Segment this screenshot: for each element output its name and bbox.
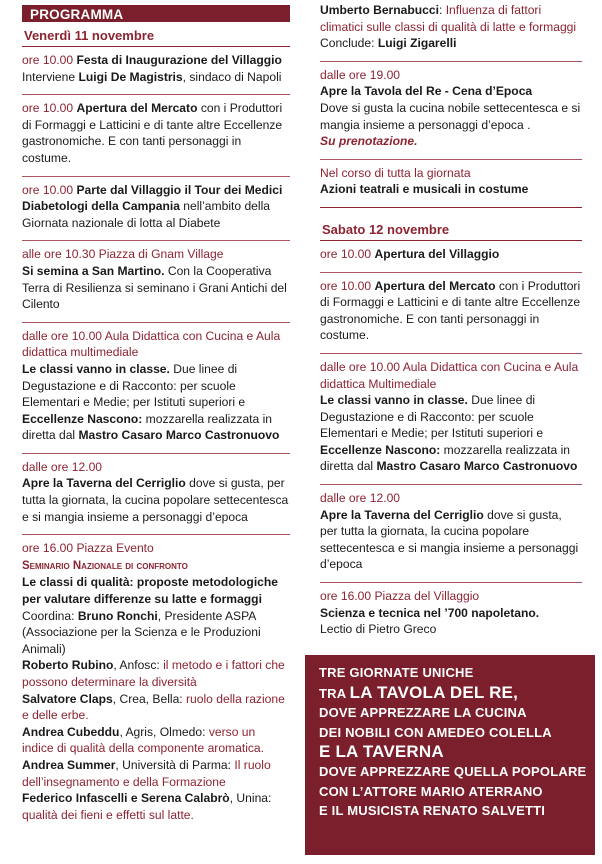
promo-highlight: LA TAVOLA DEL RE, bbox=[349, 682, 519, 702]
speaker-topic: Il ruolo dell’insegnamento e della Formazione bbox=[22, 757, 271, 789]
event-title: Festa di Inaugurazione del Villaggio bbox=[76, 53, 282, 67]
event-title: Apertura del Mercato bbox=[374, 278, 496, 293]
event-classes-sat bbox=[320, 354, 582, 485]
promo-line-8: E IL MUSICISTA RENATO SALVETTI bbox=[319, 803, 546, 819]
speaker-affil: , Crea, Bella: bbox=[112, 691, 183, 706]
event-village-opening bbox=[320, 241, 582, 273]
event-text: Interviene bbox=[22, 69, 79, 84]
event-time: Nel corso di tutta la giornata bbox=[320, 165, 471, 180]
promo-box bbox=[305, 655, 595, 855]
promo-line-5: E LA TAVERNA bbox=[319, 742, 444, 762]
left-column bbox=[22, 0, 290, 832]
event-title: Scienza e tecnica nel ’700 napoletano. bbox=[320, 605, 540, 620]
event-title: Azioni teatrali e musicali in costume bbox=[320, 182, 529, 197]
event-title: Si semina a San Martino. bbox=[22, 263, 165, 278]
event-title: Apertura del Villaggio bbox=[374, 246, 500, 261]
speaker-affil: , Unina: bbox=[229, 791, 272, 806]
speaker-topic: verso un indice di qualità della componente aromatica. bbox=[22, 724, 265, 756]
event-title: Parte dal Villaggio il Tour dei Medici Diabetologi della Campania bbox=[22, 182, 283, 214]
event-royal-dinner bbox=[320, 62, 582, 160]
speaker-affil: : bbox=[438, 3, 446, 17]
event-title: Apre la Tavola del Re - Cena d’Epoca bbox=[320, 84, 533, 99]
booking-note: Su prenotazione. bbox=[320, 134, 418, 149]
speaker-topic: il metodo e i fattori che possono determinare la diversità bbox=[22, 658, 285, 689]
day-heading-friday: Venerdì 11 novembre bbox=[22, 22, 290, 47]
speaker-topic: Influenza di fattori climatici sulle classi di qualità di latte e formaggi bbox=[320, 3, 577, 34]
seminar-continuation bbox=[320, 0, 582, 62]
seminar-title: Le classi di qualità: proposte metodologiche per valutare differenze su latte e formaggi bbox=[22, 575, 279, 607]
speaker-affil: , Università di Parma: bbox=[115, 757, 232, 772]
speaker-name: Roberto Rubino bbox=[22, 658, 114, 673]
event-time: dalle ore 10.00 Aula Didattica con Cucina e Aula didattica multimediale bbox=[22, 328, 281, 360]
speaker-name: Umberto Bernabucci bbox=[320, 3, 439, 17]
event-time: ore 10.00 bbox=[22, 53, 74, 67]
event-classes bbox=[22, 323, 290, 454]
promo-line-7: CON L’ATTORE MARIO ATERRANO bbox=[319, 783, 543, 799]
event-time: ore 10.00 bbox=[320, 246, 372, 261]
event-time: dalle ore 12.00 bbox=[320, 491, 401, 506]
coord-name: Bruno Ronchi bbox=[77, 608, 158, 623]
speaker-name: Luigi De Magistris bbox=[78, 69, 183, 84]
event-time: dalle ore 19.00 bbox=[320, 67, 401, 82]
event-time: alle ore 10.30 Piazza di Gnam Village bbox=[22, 247, 224, 262]
event-title-3: Mastro Casaro Marco Castronuovo bbox=[376, 459, 578, 474]
speaker-name: Andrea Summer bbox=[22, 757, 116, 772]
event-title-3: Mastro Casaro Marco Castronuovo bbox=[78, 428, 280, 443]
speaker-topic: ruolo della razione e delle erbe. bbox=[22, 691, 285, 723]
event-time: dalle ore 10.00 Aula Didattica con Cucina e Aula didattica Multimediale bbox=[320, 359, 579, 391]
event-seminar bbox=[22, 535, 290, 832]
promo-text: TRA bbox=[319, 685, 350, 701]
speaker-affil: , Agris, Olmedo: bbox=[119, 724, 206, 739]
promo-line-4: DEI NOBILI CON AMEDEO COLELLA bbox=[319, 724, 552, 740]
right-column bbox=[320, 0, 582, 647]
event-time: ore 10.00 bbox=[22, 182, 74, 197]
event-market-opening bbox=[22, 95, 290, 176]
event-title: Le classi vanno in classe. bbox=[22, 361, 170, 376]
event-title-2: Eccellenze Nascono: bbox=[320, 442, 441, 457]
conclusion-label: Conclude: bbox=[320, 36, 378, 51]
event-time: ore 16.00 Piazza Evento bbox=[22, 541, 154, 556]
promo-line-2 bbox=[319, 683, 581, 704]
speaker-affil: , Anfosc: bbox=[113, 658, 160, 673]
event-sowing bbox=[22, 241, 290, 322]
programma-banner: PROGRAMMA bbox=[22, 5, 290, 22]
event-text: con i Produttori di Formaggi e Latticini e di tante altre Eccellenze gastronomiche. E con tanti personaggi in costume. bbox=[320, 278, 581, 343]
event-time: ore 16.00 Piazza del Villaggio bbox=[320, 589, 480, 604]
event-text: con i Produttori di Formaggi e Latticini e di tante altre Eccellenze gastronomiche. E con tanti personaggi in costume. bbox=[22, 101, 283, 165]
event-time: dalle ore 12.00 bbox=[22, 459, 103, 474]
speaker-name: Andrea Cubeddu bbox=[22, 724, 120, 739]
promo-line-6: DOVE APPREZZARE QUELLA POPOLARE bbox=[319, 763, 587, 779]
event-title-2: Eccellenze Nascono: bbox=[22, 411, 143, 426]
promo-line-1: TRE GIORNATE UNICHE bbox=[319, 665, 474, 680]
event-title: Le classi vanno in classe. bbox=[320, 393, 468, 408]
event-text-2: mozzarella realizzata in diretta dal bbox=[320, 442, 571, 474]
event-science-lecture bbox=[320, 583, 582, 647]
seminar-label: Seminario Nazionale di confronto bbox=[22, 559, 188, 572]
event-inauguration bbox=[22, 47, 290, 95]
coord-label: Coordina: bbox=[22, 608, 78, 623]
event-text: Due linee di Degustazione e di Racconto: per scuole Elementari e Medie; per Istituti superiori e bbox=[22, 361, 246, 410]
event-text: Dove si gusta la cucina nobile settecentesca e si mangia insieme a personaggi d’epoca . bbox=[320, 100, 581, 132]
speaker-topic: qualità dei fieni e effetti sul latte. bbox=[22, 807, 194, 822]
event-title: Apertura del Mercato bbox=[76, 101, 198, 116]
event-text: , sindaco di Napoli bbox=[182, 69, 282, 84]
event-text: dove si gusta, per tutta la giornata, la cucina popolare settecentesca e si mangia insieme a personaggi d’epoca bbox=[320, 507, 579, 572]
event-market-opening-sat bbox=[320, 273, 582, 354]
conclusion-name: Luigi Zigarelli bbox=[377, 36, 457, 51]
event-taverna bbox=[22, 454, 290, 535]
event-title: Apre la Taverna del Cerriglio bbox=[320, 507, 484, 522]
event-text: Due linee di Degustazione e di Racconto: per scuole Elementari e Medie; per Istituti superiori e bbox=[320, 393, 544, 441]
event-time: ore 10.00 bbox=[320, 278, 372, 293]
event-text: Lectio di Pietro Greco bbox=[320, 622, 437, 637]
event-text: nell’ambito della Giornata nazionale di lotta al Diabete bbox=[22, 199, 271, 230]
day-heading-saturday: Sabato 12 novembre bbox=[320, 216, 582, 241]
speaker-name: Federico Infascelli e Serena Calabrò bbox=[22, 791, 230, 806]
event-taverna-sat bbox=[320, 485, 582, 583]
promo-line-3: DOVE APPREZZARE LA CUCINA bbox=[319, 705, 527, 721]
event-text: dove si gusta, per tutta la giornata, la cucina popolare settecentesca e si mangia insieme a personaggi d’epoca bbox=[22, 476, 289, 524]
event-time: ore 10.00 bbox=[22, 101, 74, 116]
event-text-2: mozzarella realizzata in diretta dal bbox=[22, 411, 273, 443]
coord-text: , Presidente ASPA (Associazione per la Scienza e le Produzioni Animali) bbox=[22, 608, 261, 656]
event-text: Con la Cooperativa Terra di Resilienza si seminano i Grani Antichi del Cilento bbox=[22, 263, 287, 312]
event-diabetes-tour bbox=[22, 177, 290, 242]
speaker-name: Salvatore Claps bbox=[22, 691, 113, 706]
event-all-day bbox=[320, 160, 582, 208]
event-title: Apre la Taverna del Cerriglio bbox=[22, 476, 186, 491]
